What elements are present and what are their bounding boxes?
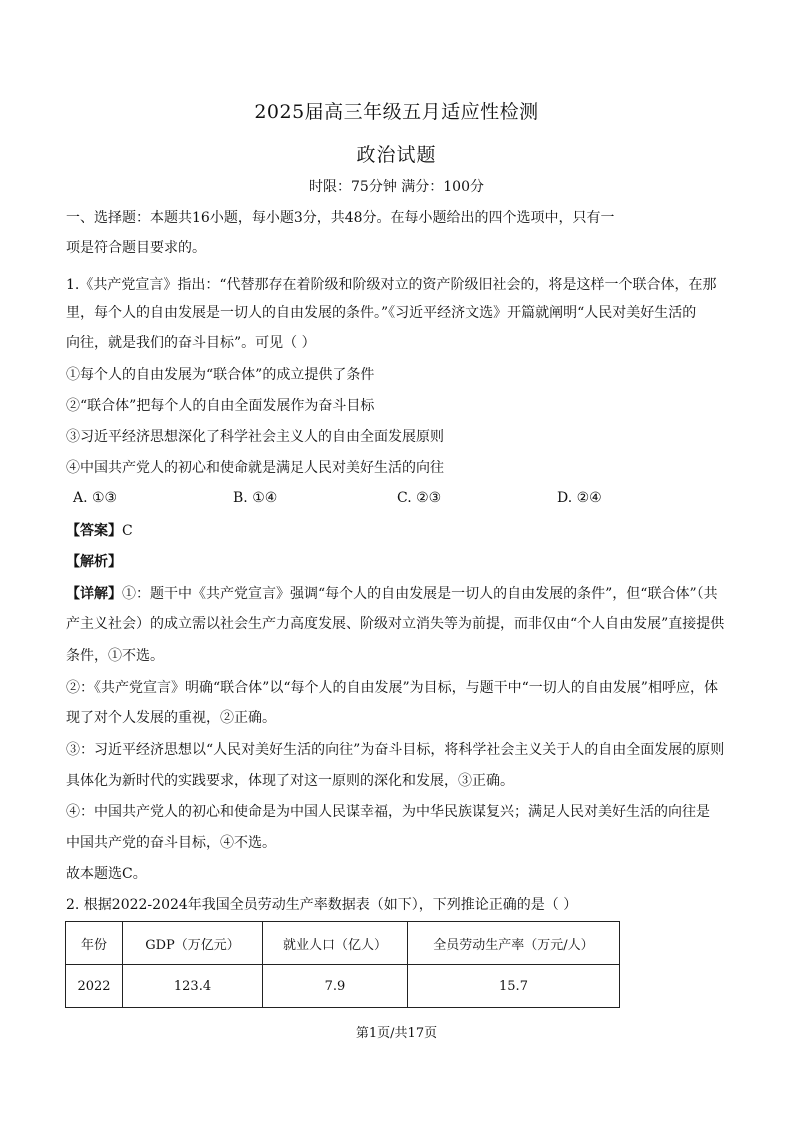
table-cell: 15.7 bbox=[408, 965, 620, 1008]
q1-stem-line3: 向往，就是我们的奋斗目标”。可见（ ） bbox=[66, 335, 316, 351]
q1-item-1: ①每个人的自由发展为“联合体”的成立提供了条件 bbox=[66, 367, 375, 383]
q1-item-2: ②“联合体”把每个人的自由全面发展作为奋斗目标 bbox=[66, 398, 375, 414]
q1-detail-line8: ④：中国共产党人的初心和使命是为中国人民谋幸福，为中华民族谋复兴；满足人民对美好生活的向往是 bbox=[66, 804, 710, 820]
table-header-cell: 就业人口（亿人） bbox=[263, 922, 408, 965]
q1-option-d: D. ②④ bbox=[557, 490, 602, 506]
answer-value: C bbox=[122, 523, 133, 539]
table-cell: 2022 bbox=[66, 965, 123, 1008]
table-cell: 7.9 bbox=[263, 965, 408, 1008]
q1-detail-line3: 条件，①不选。 bbox=[66, 648, 164, 664]
table-header-cell: GDP（万亿元） bbox=[123, 922, 263, 965]
q1-option-b: B. ①④ bbox=[233, 490, 278, 506]
q1-detail-line1 bbox=[66, 584, 731, 604]
time-info: 时限：75分钟 满分：100分 bbox=[309, 179, 484, 195]
section-instruction-line2: 项是符合题目要求的。 bbox=[66, 240, 206, 256]
q1-detail-line6: ③：习近平经济思想以“人民对美好生活的向往”为奋斗目标，将科学社会主义关于人的自由全面发展的原则 bbox=[66, 742, 725, 758]
q1-detail-line5: 现了对个人发展的重视，②正确。 bbox=[66, 710, 276, 726]
table-row bbox=[66, 965, 620, 1008]
q2-stem: 2. 根据2022-2024年我国全员劳动生产率数据表（如下），下列推论正确的是（ ） bbox=[66, 897, 578, 913]
q1-option-c: C. ②③ bbox=[397, 490, 442, 506]
page-number: 第1页/共17页 bbox=[355, 1026, 438, 1041]
table-header-cell: 全员劳动生产率（万元/人） bbox=[408, 922, 620, 965]
q1-answer bbox=[66, 521, 731, 541]
subject-title: 政治试题 bbox=[356, 144, 437, 166]
table-cell: 123.4 bbox=[123, 965, 263, 1008]
q1-detail-line9: 中国共产党的奋斗目标，④不选。 bbox=[66, 835, 276, 851]
productivity-table bbox=[65, 921, 620, 1008]
table-header-row bbox=[66, 922, 620, 965]
answer-label: 【答案】 bbox=[66, 523, 122, 539]
q1-item-3: ③习近平经济思想深化了科学社会主义人的自由全面发展原则 bbox=[66, 429, 444, 445]
q1-detail-line7: 具体化为新时代的实践要求，体现了对这一原则的深化和发展，③正确。 bbox=[66, 773, 514, 789]
analysis-label: 【解析】 bbox=[66, 554, 122, 570]
q1-item-4: ④中国共产党人的初心和使命就是满足人民对美好生活的向往 bbox=[66, 460, 444, 476]
detail-text-1: ①：题干中《共产党宣言》强调“每个人的自由发展是一切人的自由发展的条件”，但“联合体”（共 bbox=[122, 586, 718, 602]
q1-stem-line1: 1.《共产党宣言》指出：“代替那存在着阶级和阶级对立的资产阶级旧社会的，将是这样一个联合体，在那 bbox=[66, 277, 717, 293]
q1-detail-line4: ②：《共产党宣言》明确“联合体”以“每个人的自由发展”为目标，与题干中“一切人的自由发展”相呼应，体 bbox=[66, 680, 718, 696]
q1-option-a: A. ①③ bbox=[73, 490, 118, 506]
q1-conclusion: 故本题选C。 bbox=[66, 866, 147, 882]
detail-label: 【详解】 bbox=[66, 586, 122, 602]
exam-title: 2025届高三年级五月适应性检测 bbox=[254, 101, 539, 123]
section-instruction-line1: 一、选择题：本题共16小题，每小题3分，共48分。在每小题给出的四个选项中，只有一 bbox=[66, 210, 615, 226]
q1-detail-line2: 产主义社会）的成立需以社会生产力高度发展、阶级对立消失等为前提，而非仅由“个人自由发展”直接提供 bbox=[66, 616, 725, 632]
table-header-cell: 年份 bbox=[66, 922, 123, 965]
q1-stem-line2: 里，每个人的自由发展是一切人的自由发展的条件。”《习近平经济文选》开篇就阐明“人民对美好生活的 bbox=[66, 305, 697, 321]
